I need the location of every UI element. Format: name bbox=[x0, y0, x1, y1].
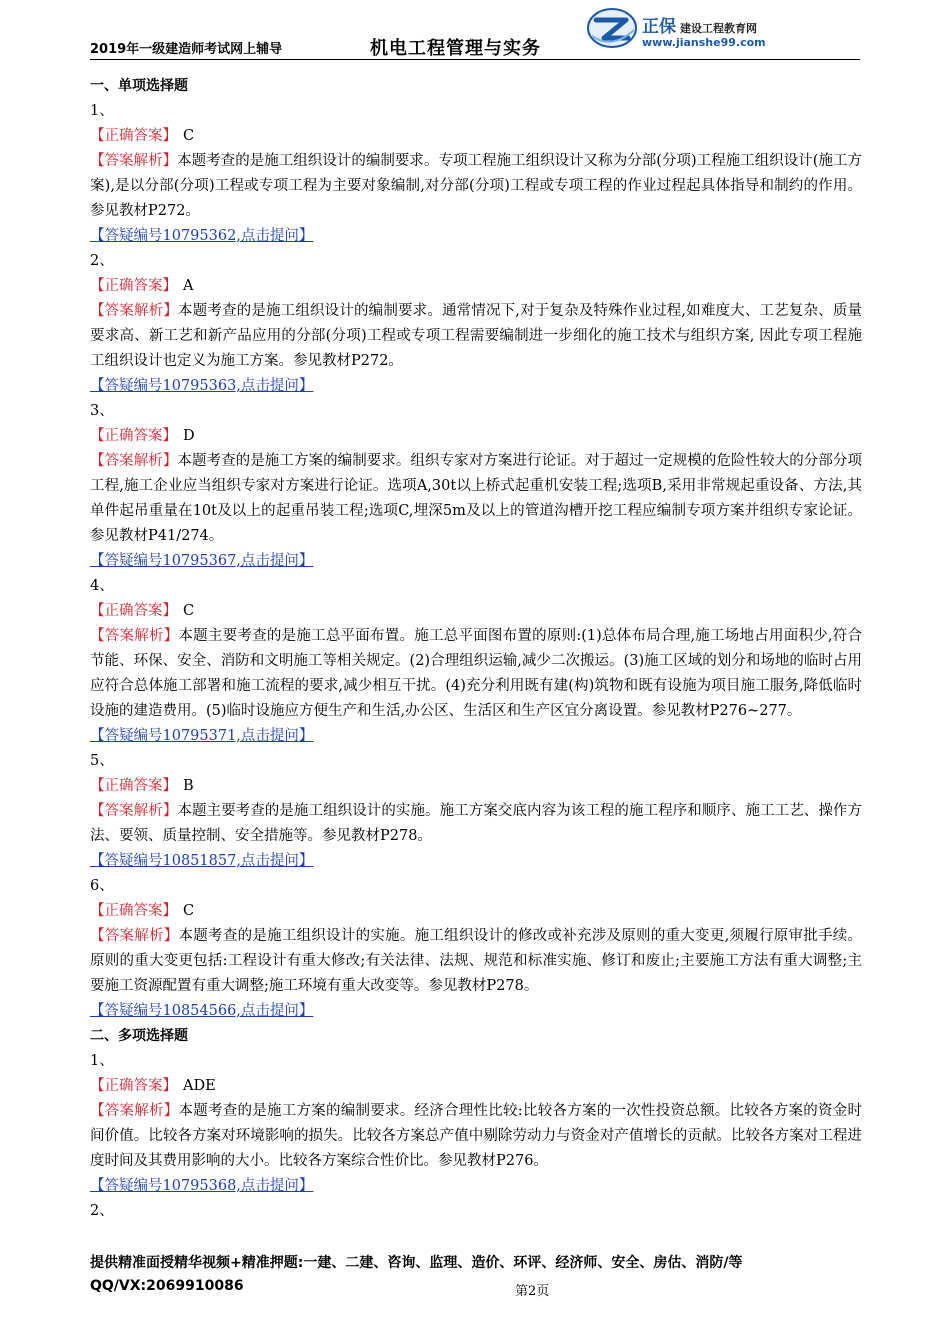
correct-answer bbox=[90, 774, 862, 799]
question-number: 3、 bbox=[90, 403, 114, 419]
answer-analysis bbox=[90, 299, 862, 374]
answer-value: B bbox=[183, 778, 194, 794]
answer-analysis bbox=[90, 1099, 862, 1174]
answer-value: ADE bbox=[183, 1078, 216, 1094]
answer-label: 【正确答案】 bbox=[90, 278, 177, 294]
ask-question-link[interactable]: 【答疑编号10795362,点击提问】 bbox=[90, 228, 314, 244]
analysis-label: 【答案解析】 bbox=[90, 1103, 179, 1119]
correct-answer bbox=[90, 274, 862, 299]
section-title: 二、多项选择题 bbox=[90, 1028, 188, 1044]
question-number: 2、 bbox=[90, 1203, 114, 1219]
footer-contact: QQ/VX:2069910086 bbox=[90, 1278, 244, 1294]
header-subject: 机电工程管理与实务 bbox=[370, 38, 541, 59]
section-title: 一、单项选择题 bbox=[90, 78, 188, 94]
zhengbao-logo-icon bbox=[586, 6, 638, 50]
analysis-text: 本题考查的是施工方案的编制要求。经济合理性比较:比较各方案的一次性投资总额。比较各方案的资金时间价值。比较各方案对环境影响的损失。比较各方案总产值中剔除劳动力与资金对产值增长的贡献。比较各方案对工程进度时间及其费用影响的大小。比较各方案综合性价比。参见教材P276。 bbox=[90, 1103, 862, 1169]
ask-question-link[interactable]: 【答疑编号10795367,点击提问】 bbox=[90, 553, 314, 569]
answer-value: C bbox=[183, 603, 195, 619]
question-number: 6、 bbox=[90, 878, 114, 894]
question-number: 4、 bbox=[90, 578, 114, 594]
ask-question-link[interactable]: 【答疑编号10854566,点击提问】 bbox=[90, 1003, 314, 1019]
analysis-text: 本题主要考查的是施工总平面布置。施工总平面图布置的原则:(1)总体布局合理,施工场地占用面积少,符合节能、环保、安全、消防和文明施工等相关规定。(2)合理组织运输,减少二次搬运。(3)施工区域的划分和场地的临时占用应符合总体施工部署和施工流程的要求,减少相互干扰。(4)充分利用既有建(构)筑物和既有设施为项目施工服务,降低临时设施的建造费用。(5)临时设施应方便生产和生活,办公区、生活区和生产区宜分离设置。参见教材P276~277。 bbox=[90, 628, 863, 719]
answer-label: 【正确答案】 bbox=[90, 128, 177, 144]
analysis-label: 【答案解析】 bbox=[90, 803, 178, 819]
question-number: 5、 bbox=[90, 753, 114, 769]
answer-value: D bbox=[183, 428, 195, 444]
correct-answer bbox=[90, 1074, 862, 1099]
correct-answer bbox=[90, 899, 862, 924]
ask-question-link[interactable]: 【答疑编号10795368,点击提问】 bbox=[90, 1178, 314, 1194]
header-brand bbox=[642, 12, 757, 37]
page-number: 第2页 bbox=[515, 1284, 550, 1299]
answer-analysis bbox=[90, 624, 862, 724]
analysis-label: 【答案解析】 bbox=[90, 453, 178, 469]
ask-question-link[interactable]: 【答疑编号10795371,点击提问】 bbox=[90, 728, 314, 744]
header-url: www.jianshe99.com bbox=[642, 36, 766, 49]
brand-sub: 建设工程教育网 bbox=[680, 22, 757, 35]
brand-main: 正保 bbox=[642, 17, 676, 37]
question-number: 1、 bbox=[90, 1053, 114, 1069]
answer-label: 【正确答案】 bbox=[90, 778, 177, 794]
answer-analysis bbox=[90, 799, 862, 849]
answer-value: A bbox=[183, 278, 194, 294]
answer-analysis bbox=[90, 924, 862, 999]
answer-label: 【正确答案】 bbox=[90, 603, 177, 619]
answer-analysis bbox=[90, 449, 862, 549]
page-footer bbox=[90, 1252, 870, 1302]
question-number: 2、 bbox=[90, 253, 114, 269]
header-divider bbox=[90, 59, 860, 60]
question-number: 1、 bbox=[90, 103, 114, 119]
footer-promo: 提供精准面授精华视频+精准押题:一建、二建、咨询、监理、造价、环评、经济师、安全、房估、消防/等 bbox=[90, 1255, 743, 1271]
answer-analysis bbox=[90, 149, 862, 224]
correct-answer bbox=[90, 599, 862, 624]
answer-label: 【正确答案】 bbox=[90, 428, 177, 444]
answer-value: C bbox=[183, 128, 195, 144]
ask-question-link[interactable]: 【答疑编号10795363,点击提问】 bbox=[90, 378, 314, 394]
analysis-label: 【答案解析】 bbox=[90, 303, 178, 319]
ask-question-link[interactable]: 【答疑编号10851857,点击提问】 bbox=[90, 853, 314, 869]
correct-answer bbox=[90, 424, 862, 449]
answer-content bbox=[90, 74, 862, 1224]
analysis-text: 本题考查的是施工组织设计的编制要求。专项工程施工组织设计又称为分部(分项)工程施工组织设计(施工方案),是以分部(分项)工程或专项工程为主要对象编制,对分部(分项)工程或专项工程的作业过程起具体指导和制约的作用。参见教材P272。 bbox=[90, 153, 863, 219]
analysis-label: 【答案解析】 bbox=[90, 153, 178, 169]
analysis-text: 本题考查的是施工组织设计的实施。施工组织设计的修改或补充涉及原则的重大变更,须履行原审批手续。原则的重大变更包括:工程设计有重大修改;有关法律、法规、规范和标准实施、修订和废止;主要施工方法有重大调整;主要施工资源配置有重大调整;施工环境有重大改变等。参见教材P278。 bbox=[90, 928, 862, 994]
page-header bbox=[90, 0, 860, 62]
answer-label: 【正确答案】 bbox=[90, 903, 177, 919]
analysis-label: 【答案解析】 bbox=[90, 928, 179, 944]
analysis-text: 本题考查的是施工组织设计的编制要求。通常情况下,对于复杂及特殊作业过程,如难度大、工艺复杂、质量要求高、新工艺和新产品应用的分部(分项)工程或专项工程需要编制进一步细化的施工技术与组织方案, 因此专项工程施工组织设计也定义为施工方案。参见教材P272。 bbox=[90, 303, 863, 369]
analysis-text: 本题主要考查的是施工组织设计的实施。施工方案交底内容为该工程的施工程序和顺序、施工工艺、操作方法、要领、质量控制、安全措施等。参见教材P278。 bbox=[90, 803, 862, 844]
answer-value: C bbox=[183, 903, 195, 919]
analysis-text: 本题考查的是施工方案的编制要求。组织专家对方案进行论证。对于超过一定规模的危险性较大的分部分项工程,施工企业应当组织专家对方案进行论证。选项A,30t以上桥式起重机安装工程;选项B,采用非常规起重设备、方法,其单件起吊重量在10t及以上的起重吊装工程;选项C,埋深5m及以上的管道沟槽开挖工程应编制专项方案并组织专家论证。参见教材P41/274。 bbox=[90, 453, 862, 544]
analysis-label: 【答案解析】 bbox=[90, 628, 179, 644]
header-course: 2019年一级建造师考试网上辅导 bbox=[90, 42, 283, 57]
correct-answer bbox=[90, 124, 862, 149]
answer-label: 【正确答案】 bbox=[90, 1078, 177, 1094]
